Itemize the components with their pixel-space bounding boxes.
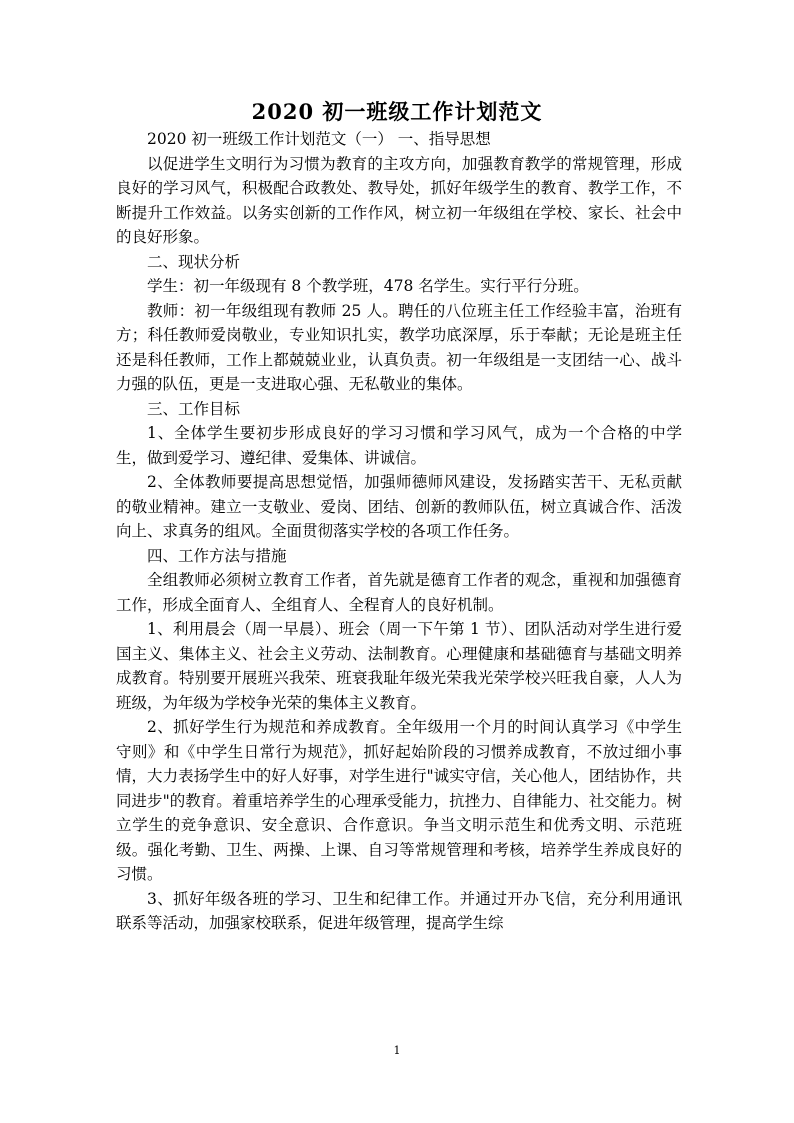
page-number: 1 [393,1044,401,1057]
paragraph: 以促进学生文明行为习惯为教育的主攻方向，加强教育教学的常规管理，形成良好的学习风气，积极配合政教处、教导处，抓好年级学生的教育、教学工作，不断提升工作效益。以务实创新的工作作风，树立初一年级组在学校、家长、社会中的良好形象。 [116,154,682,246]
paragraph: 3、抓好年级各班的学习、卫生和纪律工作。并通过开办飞信，充分利用通讯联系等活动，加强家校联系，促进年级管理，提高学生综 [116,889,682,932]
page-title: 2020 初一班级工作计划范文 [251,99,543,124]
paragraph: 学生：初一年级现有 8 个教学班，478 名学生。实行平行分班。 [147,277,589,295]
document-body [116,127,682,936]
section-heading: 二、现状分析 [147,252,241,271]
section-heading: 三、工作目标 [147,399,241,418]
paragraph: 1、利用晨会（周一早晨）、班会（周一下午第 1 节）、团队活动对学生进行爱国主义、集体主义、社会主义劳动、法制教育。心理健康和基础德育与基础文明养成教育。特别要开展班兴我荣、班衰我耻年级光荣我光荣学校兴旺我自豪，人人为班级，为年级为学校争光荣的集体主义教育。 [116,620,682,712]
paragraph: 1、全体学生要初步形成良好的学习习惯和学习风气，成为一个合格的中学生，做到爱学习、遵纪律、爱集体、讲诚信。 [116,424,682,467]
paragraph: 2、抓好学生行为规范和养成教育。全年级用一个月的时间认真学习《中学生守则》和《中学生日常行为规范》，抓好起始阶段的习惯养成教育，不放过细小事情，大力表扬学生中的好人好事，对学生进行"诚实守信，关心他人，团结协作，共同进步"的教育。着重培养学生的心理承受能力，抗挫力、自律能力、社交能力。树立学生的竞争意识、安全意识、合作意识。争当文明示范生和优秀文明、示范班级。强化考勤、卫生、两操、上课、自习等常规管理和考核，培养学生养成良好的习惯。 [116,718,682,883]
paragraph: 全组教师必须树立教育工作者，首先就是德育工作者的观念，重视和加强德育工作，形成全面育人、全组育人、全程育人的良好机制。 [116,571,682,614]
paragraph: 教师：初一年级组现有教师 25 人。聘任的八位班主任工作经验丰富，治班有方；科任教师爱岗敬业，专业知识扎实，教学功底深厚，乐于奉献；无论是班主任还是科任教师，工作上都兢兢业业，认真负责。初一年级组是一支团结一心、战斗力强的队伍，更是一支进取心强、无私敬业的集体。 [116,301,682,393]
paragraph: 2、全体教师要提高思想觉悟，加强师德师风建设，发扬踏实苦干、无私贡献的敬业精神。建立一支敬业、爱岗、团结、创新的教师队伍，树立真诚合作、活泼向上、求真务的组风。全面贯彻落实学校的各项工作任务。 [116,473,682,540]
section-heading: 四、工作方法与措施 [147,546,287,565]
paragraph: 2020 初一班级工作计划范文（一） 一、指导思想 [147,130,491,148]
